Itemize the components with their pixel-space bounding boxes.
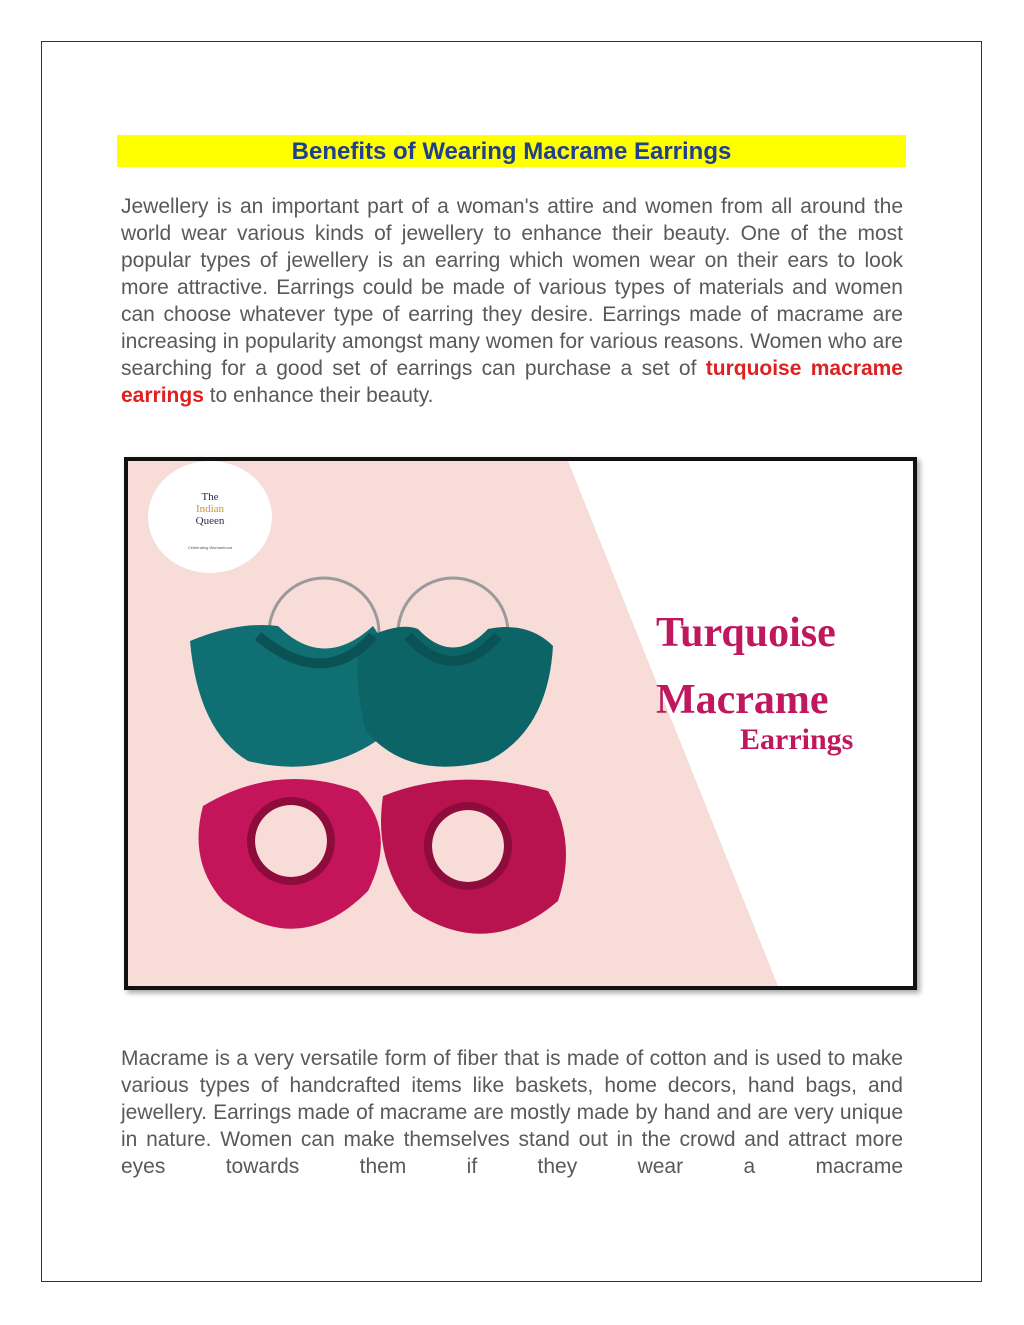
intro-text: Jewellery is an important part of a woman's attire and women from all around the world wear various kinds of jewellery to enhance their beauty. One of the most popular types of jewellery is an earring which women wear on their ears to look more attractive. Earrings could be made of various types of materials and women can choose whatever type of earring they desire. Earrings made of macrame are increasing in popularity amongst many women for various reasons. Women who are searching for a good set of earrings can purchase a set of — [121, 195, 903, 380]
brand-logo — [148, 461, 272, 573]
product-banner-image — [124, 457, 917, 990]
banner-title-line-3: Earrings — [740, 723, 854, 756]
heading-bar — [117, 135, 906, 167]
logo-line-1: The — [201, 491, 219, 503]
body-paragraph: Macrame is a very versatile form of fiber that is made of cotton and is used to make various types of handcrafted items like baskets, home decors, hand bags, and jewellery. Earrings made of macrame are mostly made by hand and are very unique in nature. Women can make themselves stand out in the crowd and attract more eyes towards them if they wear a macrame — [121, 1047, 903, 1178]
intro-text-end: to enhance their beauty. — [203, 384, 434, 407]
logo-line-3: Queen — [195, 515, 225, 527]
turquoise-earrings-link[interactable]: turquoise macrame earrings — [121, 357, 903, 407]
logo-line-2: Indian — [195, 503, 225, 515]
page-title: Benefits of Wearing Macrame Earrings — [291, 138, 732, 165]
banner-title-line-1: Turquoise — [656, 610, 836, 656]
banner-title-line-2: Macrame — [656, 677, 829, 723]
intro-paragraph — [121, 193, 903, 409]
logo-tagline: Celebrating Womanhood — [187, 545, 233, 550]
